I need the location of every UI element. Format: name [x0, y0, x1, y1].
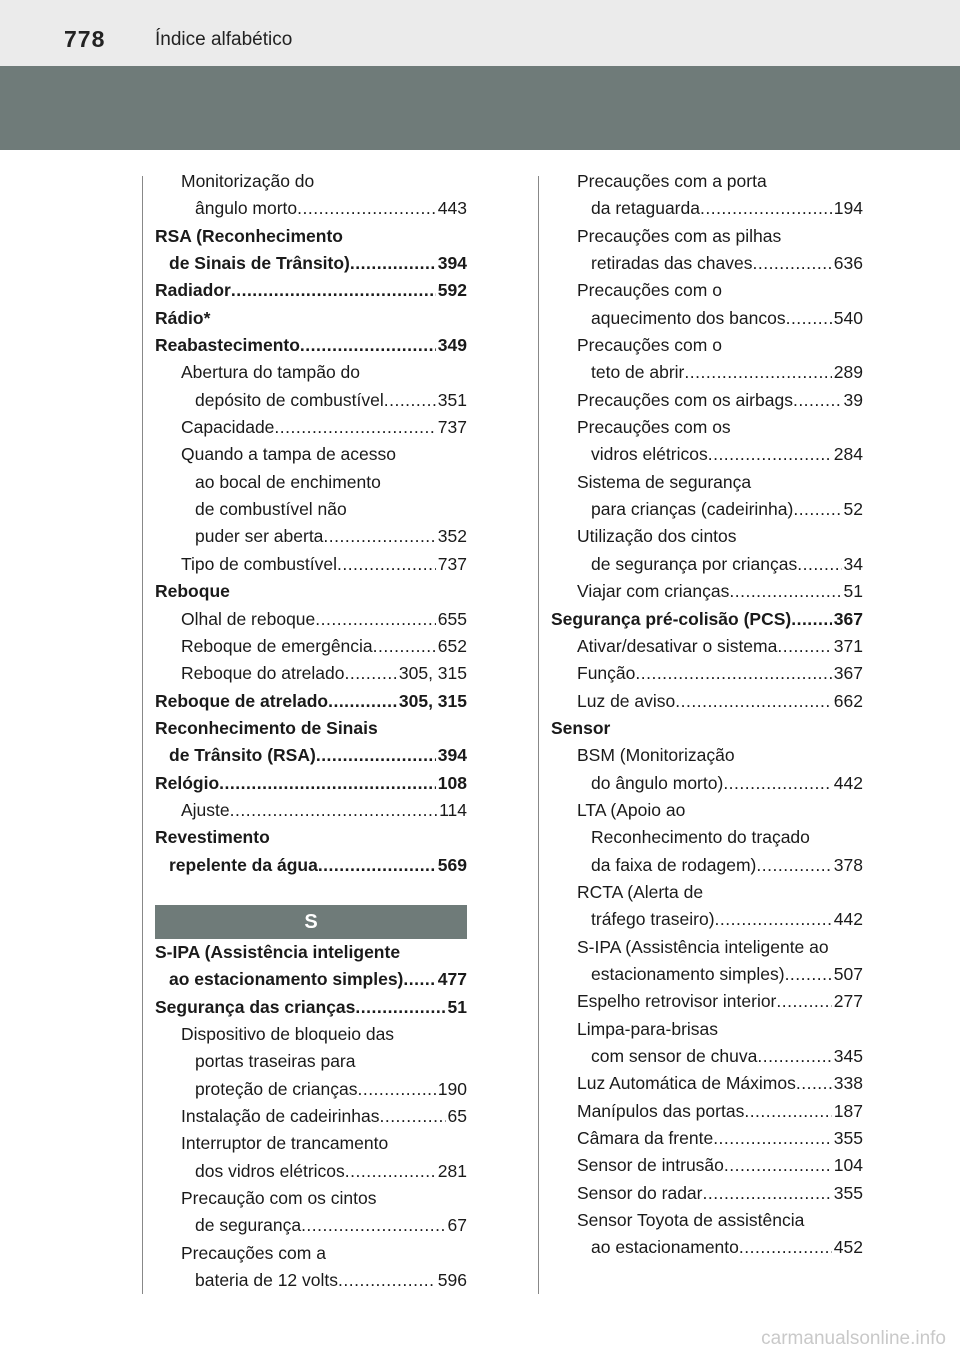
index-column-left [155, 168, 467, 1294]
entry-text: Radiador [155, 280, 231, 301]
page-reference: 349 [437, 335, 467, 356]
index-entry [155, 1240, 467, 1267]
page-reference: 477 [437, 969, 467, 990]
page-reference: 338 [833, 1073, 863, 1094]
page-reference: 187 [833, 1100, 863, 1121]
dot-leader [373, 633, 436, 660]
page-reference: 190 [437, 1078, 467, 1099]
index-entry [155, 359, 467, 386]
page-reference: 351 [437, 389, 467, 410]
dot-leader [635, 660, 831, 687]
entry-text: Segurança das crianças [155, 996, 356, 1017]
index-entry [551, 988, 863, 1015]
page-reference: 367 [833, 608, 863, 629]
dot-leader [744, 1098, 831, 1125]
dot-leader [350, 250, 436, 277]
index-entry [551, 1125, 863, 1152]
entry-text: Sistema de segurança [577, 471, 752, 492]
page-reference: 655 [437, 608, 467, 629]
dot-leader [776, 988, 831, 1015]
entry-text: repelente da água [169, 854, 318, 875]
dot-leader [323, 523, 435, 550]
index-entry [551, 469, 863, 496]
entry-text: Reconhecimento do traçado [591, 827, 810, 848]
index-entry [551, 1234, 863, 1261]
section-title: Índice alfabético [155, 29, 293, 50]
entry-text: Precauções com o [577, 280, 722, 301]
index-entry [155, 414, 467, 441]
entry-text: Tipo de combustível [181, 553, 337, 574]
entry-text: Precauções com o [577, 335, 722, 356]
entry-text: Reboque de atrelado [155, 690, 329, 711]
index-entry [551, 715, 863, 742]
entry-text: Função [577, 663, 636, 684]
entry-text: Sensor [551, 717, 611, 738]
dot-leader [791, 606, 832, 633]
entry-text: de combustível não [195, 499, 347, 520]
index-entry [551, 906, 863, 933]
dot-leader [231, 277, 436, 304]
page-reference: 104 [833, 1155, 863, 1176]
index-entry [551, 496, 863, 523]
dot-leader [355, 994, 445, 1021]
index-entry [551, 961, 863, 988]
entry-text: puder ser aberta [195, 526, 324, 547]
page-reference: 277 [833, 991, 863, 1012]
page-reference: 662 [833, 690, 863, 711]
dot-leader [700, 195, 832, 222]
page-reference: 442 [833, 772, 863, 793]
dot-leader [675, 688, 832, 715]
entry-text: Precaução com os cintos [181, 1188, 377, 1209]
index-entry [551, 879, 863, 906]
index-entry [551, 688, 863, 715]
dot-leader [752, 250, 831, 277]
page-reference: 108 [437, 772, 467, 793]
page-reference: 281 [437, 1160, 467, 1181]
index-entry [155, 994, 467, 1021]
entry-text: Reabastecimento [155, 335, 300, 356]
entry-text: depósito de combustível [195, 389, 384, 410]
page-reference: 592 [437, 280, 467, 301]
dot-leader [219, 770, 436, 797]
dot-leader [301, 1212, 445, 1239]
entry-text: da retaguarda [591, 198, 700, 219]
entry-text: Monitorização do [181, 171, 315, 191]
entry-text: Dispositivo de bloqueio das [181, 1023, 395, 1044]
entry-text: de segurança [195, 1215, 302, 1236]
entry-text: S-IPA (Assistência inteligente ao [577, 936, 829, 957]
entry-text: Reconhecimento de Sinais [155, 717, 378, 738]
index-entry [551, 797, 863, 824]
entry-text: Olhal de reboque [181, 608, 316, 629]
page-reference: 636 [833, 253, 863, 274]
entry-text: de Sinais de Trânsito) [169, 253, 350, 274]
entry-text: Relógio [155, 772, 220, 793]
entry-text: RCTA (Alerta de [577, 881, 704, 902]
index-entry [155, 223, 467, 250]
index-entry [551, 523, 863, 550]
index-entry [155, 770, 467, 797]
entry-text: portas traseiras para [195, 1051, 356, 1072]
entry-text: dos vidros elétricos [195, 1160, 345, 1181]
index-entry [155, 824, 467, 851]
header-band [0, 66, 960, 150]
index-entry [155, 496, 467, 523]
page-reference: 371 [833, 635, 863, 656]
index-entry [155, 1021, 467, 1048]
index-entry [551, 660, 863, 687]
dot-leader [797, 551, 841, 578]
page-reference: 289 [833, 362, 863, 383]
page-reference: 737 [437, 417, 467, 438]
entry-text: Rádio* [155, 307, 211, 328]
entry-text: Precauções com as pilhas [577, 225, 782, 246]
dot-leader [316, 742, 436, 769]
entry-text: Abertura do tampão do [181, 362, 361, 383]
index-entry [551, 168, 863, 195]
dot-leader [715, 906, 832, 933]
index-entry [551, 414, 863, 441]
index-entry [155, 277, 467, 304]
entry-text: Luz de aviso [577, 690, 676, 711]
index-entry [551, 633, 863, 660]
dot-leader [315, 606, 436, 633]
dot-leader [724, 1152, 832, 1179]
entry-text: Reboque [155, 581, 230, 602]
dot-leader [379, 1103, 445, 1130]
index-entry [551, 1070, 863, 1097]
entry-text: Reboque de emergência [181, 635, 373, 656]
entry-text: Utilização dos cintos [577, 526, 737, 547]
entry-text: Ativar/desativar o sistema [577, 635, 778, 656]
page-reference: 442 [833, 909, 863, 930]
entry-text: Reboque do atrelado [181, 663, 345, 684]
entry-text: com sensor de chuva [591, 1046, 758, 1066]
index-entry [551, 1016, 863, 1043]
entry-text: estacionamento simples) [591, 963, 785, 984]
entry-text: Quando a tampa de acesso [181, 444, 397, 465]
index-entry [155, 715, 467, 742]
column-divider-middle [538, 176, 539, 1294]
page-reference: 507 [833, 963, 863, 984]
entry-text: Sensor Toyota de assistência [577, 1210, 805, 1231]
index-entry [551, 551, 863, 578]
entry-text: do ângulo morto) [591, 772, 724, 793]
page-reference: 305, 315 [398, 690, 467, 711]
page-reference: 194 [833, 198, 863, 219]
index-entry [155, 633, 467, 660]
dot-leader [729, 578, 841, 605]
index-entry [155, 250, 467, 277]
index-entry [155, 742, 467, 769]
dot-leader [684, 359, 831, 386]
entry-text: da faixa de rodagem) [591, 854, 757, 875]
page-reference: 51 [843, 581, 863, 602]
entry-text: Sensor do radar [577, 1182, 703, 1203]
entry-text: retiradas das chaves [591, 253, 753, 274]
column-divider-left [142, 176, 143, 1294]
entry-text: Espelho retrovisor interior [577, 991, 777, 1012]
index-entry [551, 770, 863, 797]
entry-text: tráfego traseiro) [591, 909, 715, 930]
entry-text: Precauções com os [577, 417, 731, 438]
entry-text: S-IPA (Assistência inteligente [155, 941, 401, 962]
index-entry [155, 168, 467, 195]
dot-leader [793, 387, 842, 414]
entry-text: de Trânsito (RSA) [169, 745, 316, 766]
page-reference: 652 [437, 635, 467, 656]
index-entry [551, 441, 863, 468]
page-reference: 352 [437, 526, 467, 547]
page-reference: 67 [447, 1215, 467, 1236]
dot-leader [300, 332, 436, 359]
entry-text: Ajuste [181, 799, 230, 820]
dot-leader [723, 770, 831, 797]
entry-text: Câmara da frente [577, 1128, 714, 1149]
entry-text: RSA (Reconhecimento [155, 225, 343, 246]
index-entry [155, 660, 467, 687]
page-reference: 39 [843, 389, 863, 410]
index-entry [155, 797, 467, 824]
entry-text: LTA (Apoio ao [577, 799, 686, 820]
dot-leader [403, 966, 435, 993]
index-entry [155, 1130, 467, 1157]
entry-text: Revestimento [155, 827, 270, 848]
entry-text: para crianças (cadeirinha) [591, 499, 794, 520]
index-entry [155, 688, 467, 715]
page-reference: 34 [843, 553, 863, 574]
page-reference: 378 [833, 854, 863, 875]
entry-text: Segurança pré-colisão (PCS) [551, 608, 792, 629]
index-entry [551, 195, 863, 222]
index-entry [551, 305, 863, 332]
dot-leader [796, 1070, 832, 1097]
index-entry [551, 223, 863, 250]
index-entry [155, 1103, 467, 1130]
index-entry [155, 387, 467, 414]
index-entry [155, 523, 467, 550]
index-entry [155, 469, 467, 496]
entry-text: Precauções com os airbags [577, 389, 793, 410]
index-entry [155, 1185, 467, 1212]
index-entry [551, 1152, 863, 1179]
dot-leader [739, 1234, 832, 1261]
entry-text: BSM (Monitorização [577, 745, 735, 766]
index-entry [155, 1158, 467, 1185]
dot-leader [786, 305, 832, 332]
page-reference: 394 [437, 253, 467, 274]
index-entry [155, 939, 467, 966]
page-number: 778 [64, 26, 106, 52]
index-entry [551, 1180, 863, 1207]
dot-leader [777, 633, 831, 660]
entry-text: ao bocal de enchimento [195, 471, 381, 492]
dot-leader [384, 387, 436, 414]
index-entry [155, 578, 467, 605]
entry-text: vidros elétricos [591, 444, 708, 465]
entry-text: Manípulos das portas [577, 1100, 745, 1121]
index-entry [155, 551, 467, 578]
index-entry [155, 852, 467, 879]
page-reference: 305, 315 [398, 663, 467, 684]
index-entry [551, 742, 863, 769]
entry-text: bateria de 12 volts [195, 1270, 339, 1291]
index-entry [551, 852, 863, 879]
page-reference: 345 [833, 1046, 863, 1066]
dot-leader [708, 441, 832, 468]
page-reference: 114 [439, 799, 467, 820]
dot-leader [344, 660, 396, 687]
dot-leader [757, 1043, 831, 1070]
index-entry [155, 332, 467, 359]
index-entry [551, 359, 863, 386]
entry-text: Precauções com a porta [577, 171, 767, 191]
index-entry [551, 1043, 863, 1070]
entry-text: Capacidade [181, 417, 275, 438]
entry-text: proteção de crianças [195, 1078, 358, 1099]
entry-text: Instalação de cadeirinhas [181, 1106, 380, 1126]
index-entry [551, 1098, 863, 1125]
entry-text: de segurança por crianças [591, 553, 798, 574]
letter-gap [155, 879, 467, 905]
dot-leader [785, 961, 832, 988]
letter-section-header: S [155, 905, 467, 939]
entry-text: teto de abrir [591, 362, 685, 383]
entry-text: aquecimento dos bancos [591, 307, 786, 328]
index-entry [155, 1048, 467, 1075]
dot-leader [328, 688, 397, 715]
dot-leader [230, 797, 437, 824]
dot-leader [793, 496, 841, 523]
index-entry [155, 1076, 467, 1103]
index-entry [155, 305, 467, 332]
dot-leader [756, 852, 831, 879]
page-reference: 284 [833, 444, 863, 465]
dot-leader [337, 551, 436, 578]
index-entry [551, 578, 863, 605]
page-reference: 540 [833, 307, 863, 328]
index-column-right [551, 168, 863, 1262]
index-entry [155, 966, 467, 993]
header-strip [0, 0, 960, 66]
index-entry [551, 277, 863, 304]
index-entry [155, 606, 467, 633]
dot-leader [338, 1267, 436, 1294]
page-reference: 355 [833, 1182, 863, 1203]
index-entry [155, 1212, 467, 1239]
index-entry [551, 250, 863, 277]
entry-text: Precauções com a [181, 1242, 326, 1263]
index-entry [155, 1267, 467, 1294]
entry-text: Luz Automática de Máximos [577, 1073, 796, 1094]
index-entry [155, 195, 467, 222]
dot-leader [713, 1125, 832, 1152]
dot-leader [274, 414, 435, 441]
index-entry [155, 441, 467, 468]
dot-leader [703, 1180, 832, 1207]
dot-leader [318, 852, 436, 879]
index-entry [551, 824, 863, 851]
page-reference: 355 [833, 1128, 863, 1149]
page-reference: 596 [437, 1270, 467, 1291]
page-reference: 367 [833, 663, 863, 684]
index-entry [551, 934, 863, 961]
entry-text: Sensor de intrusão [577, 1155, 724, 1176]
page-reference: 52 [843, 499, 863, 520]
index-entry [551, 387, 863, 414]
page-reference: 65 [447, 1106, 467, 1126]
page-reference: 452 [833, 1237, 863, 1258]
dot-leader [297, 195, 436, 222]
page-reference: 443 [437, 198, 467, 219]
entry-text: ângulo morto [195, 198, 298, 219]
index-entry [551, 1207, 863, 1234]
dot-leader [357, 1076, 435, 1103]
dot-leader [345, 1158, 436, 1185]
page-reference: 737 [437, 553, 467, 574]
entry-text: Viajar com crianças [577, 581, 730, 602]
index-entry [551, 332, 863, 359]
page-reference: 394 [437, 745, 467, 766]
entry-text: Interruptor de trancamento [181, 1133, 389, 1154]
entry-text: ao estacionamento [591, 1237, 739, 1258]
entry-text: ao estacionamento simples) [169, 969, 404, 990]
watermark: carmanualsonline.info [761, 1328, 946, 1349]
page-reference: 569 [437, 854, 467, 875]
page-reference: 51 [447, 996, 467, 1017]
entry-text: Limpa-para-brisas [577, 1018, 719, 1039]
index-entry [551, 606, 863, 633]
